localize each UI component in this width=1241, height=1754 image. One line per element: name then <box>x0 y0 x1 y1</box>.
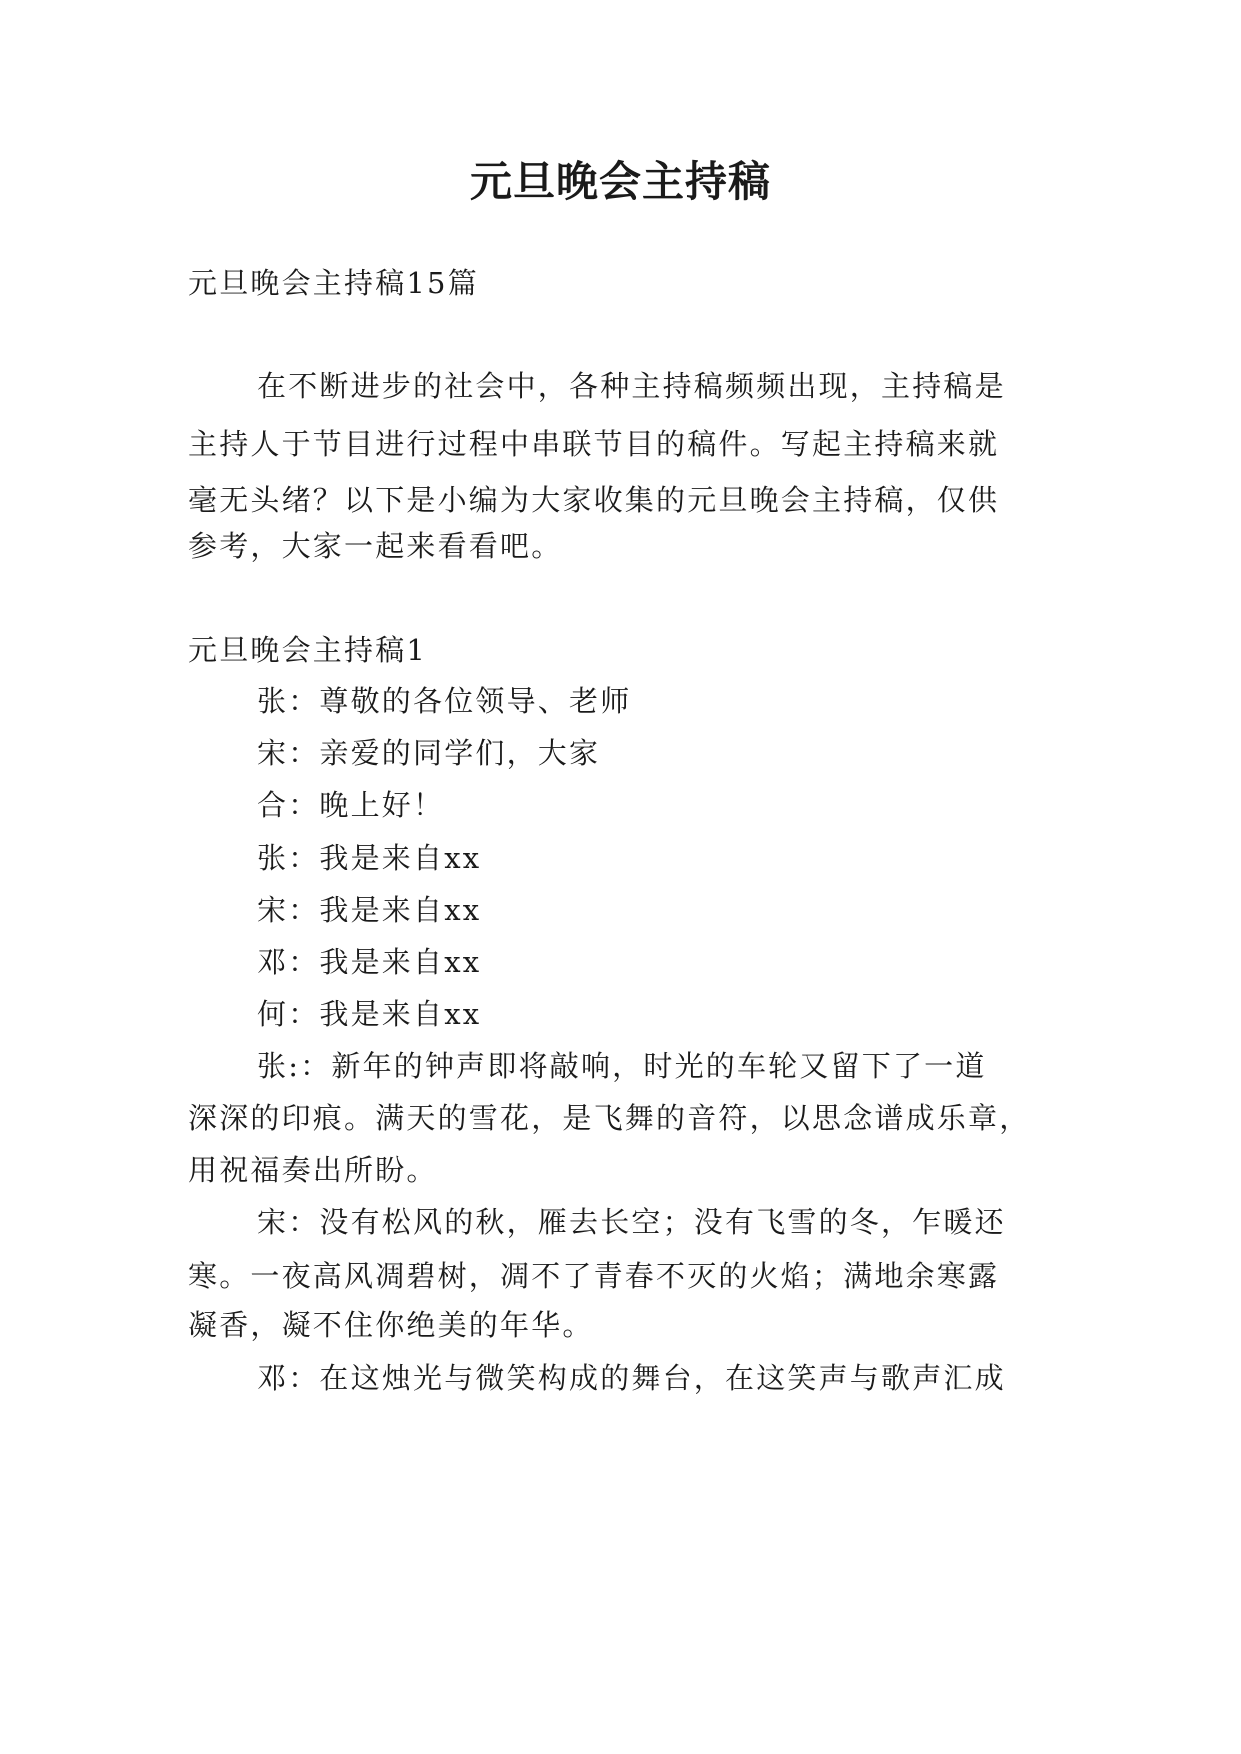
dialogue-line: 用祝福奏出所盼。 <box>188 1153 438 1187</box>
dialogue-line: 张：我是来自xx <box>257 841 482 875</box>
dialogue-line: 张:：新年的钟声即将敲响，时光的车轮又留下了一道 <box>257 1049 987 1083</box>
dialogue-line: 深深的印痕。满天的雪花，是飞舞的音符，以思念谱成乐章， <box>188 1101 1031 1135</box>
dialogue-line: 邓：在这烛光与微笑构成的舞台，在这笑声与歌声汇成 <box>257 1361 1006 1395</box>
dialogue-line: 宋：没有松风的秋，雁去长空；没有飞雪的冬，乍暖还 <box>257 1205 1006 1239</box>
dialogue-line: 何：我是来自xx <box>257 997 482 1031</box>
section-heading: 元旦晚会主持稿1 <box>188 633 428 667</box>
dialogue-line: 张：尊敬的各位领导、老师 <box>257 684 632 718</box>
paragraph-line: 在不断进步的社会中，各种主持稿频频出现，主持稿是 <box>257 369 1006 403</box>
dialogue-line: 凝香，凝不住你绝美的年华。 <box>188 1308 594 1342</box>
paragraph-line: 参考，大家一起来看看吧。 <box>188 529 563 563</box>
document-title: 元旦晚会主持稿 <box>469 157 771 206</box>
paragraph-line: 主持人于节目进行过程中串联节目的稿件。写起主持稿来就 <box>188 427 1000 461</box>
dialogue-line: 寒。一夜高风凋碧树，凋不了青春不灭的火焰；满地余寒露 <box>188 1259 1000 1293</box>
paragraph-line: 毫无头绪？以下是小编为大家收集的元旦晚会主持稿，仅供 <box>188 483 1000 517</box>
dialogue-line: 合：晚上好！ <box>257 788 445 822</box>
subtitle-line: 元旦晚会主持稿15篇 <box>188 266 479 300</box>
dialogue-line: 宋：我是来自xx <box>257 893 482 927</box>
dialogue-line: 宋：亲爱的同学们，大家 <box>257 736 601 770</box>
dialogue-line: 邓：我是来自xx <box>257 945 482 979</box>
